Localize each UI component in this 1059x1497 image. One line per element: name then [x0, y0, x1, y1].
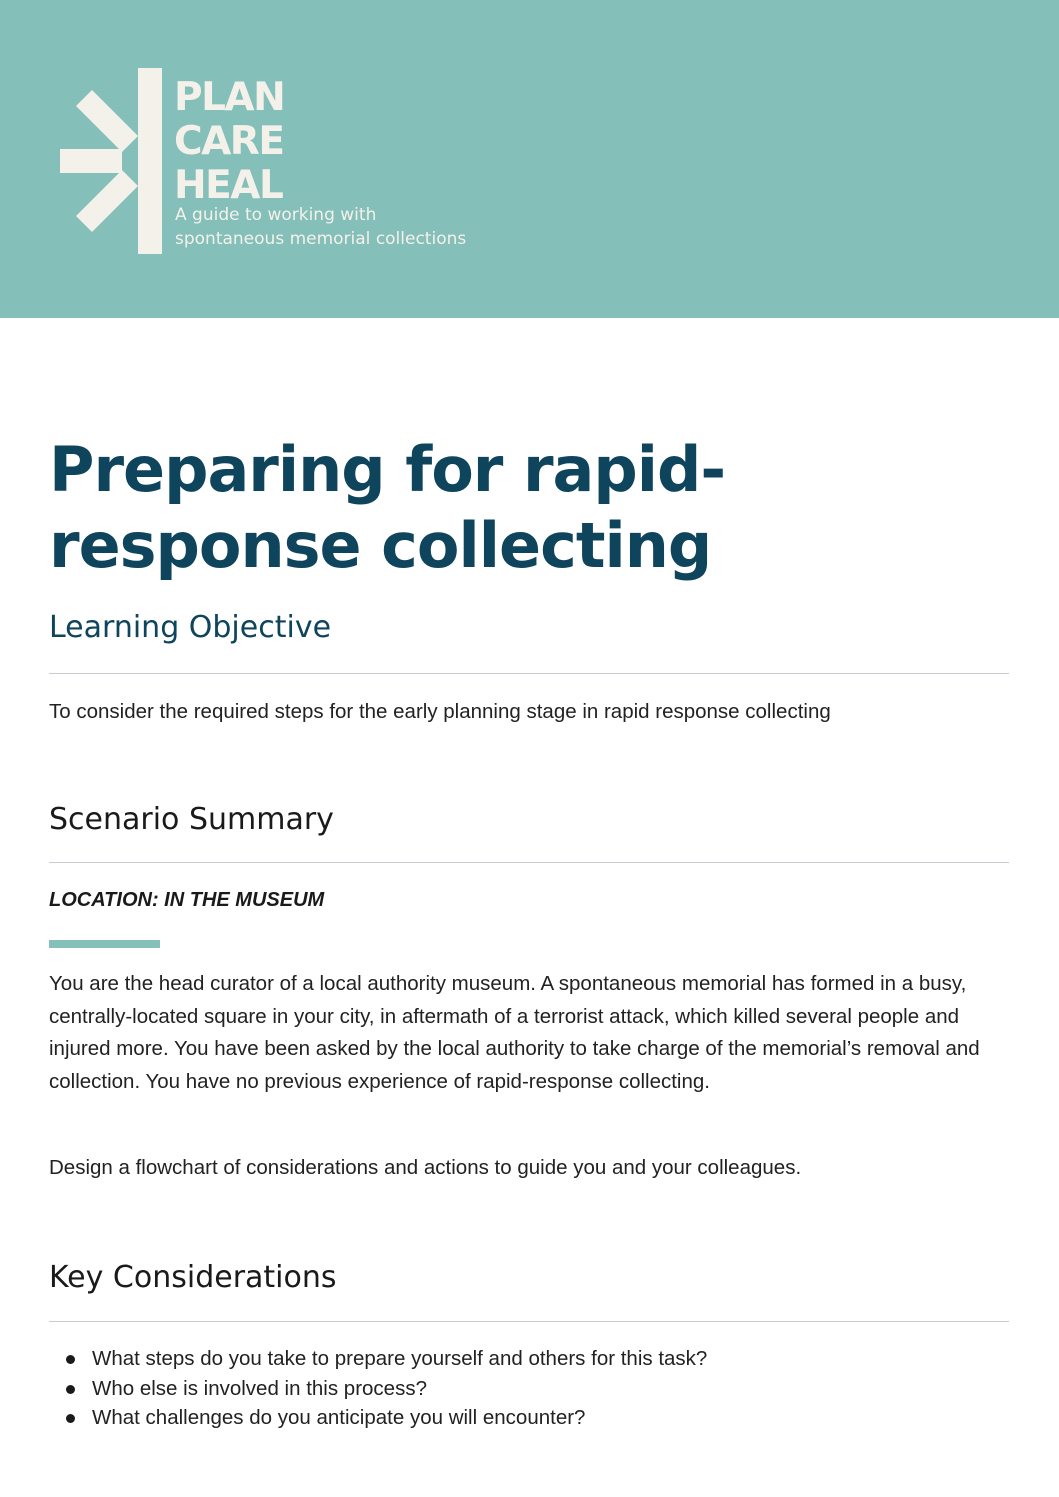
- brand-tagline: [175, 203, 466, 251]
- location-label: LOCATION: IN THE MUSEUM: [49, 889, 325, 911]
- list-item: [49, 1374, 707, 1404]
- brand-word-plan: PLAN: [174, 75, 285, 120]
- list-item: [49, 1344, 707, 1374]
- bullet-icon: [66, 1414, 75, 1423]
- page-title-line-1: Preparing for rapid-: [49, 433, 726, 506]
- bullet-icon: [66, 1385, 75, 1394]
- list-item: [49, 1403, 707, 1433]
- page-title: [49, 432, 949, 584]
- section-divider: [49, 862, 1009, 863]
- page-title-line-2: response collecting: [49, 509, 712, 582]
- bullet-icon: [66, 1355, 75, 1364]
- asterisk-arrow-logo-icon: [58, 68, 168, 254]
- scenario-instruction: Design a flowchart of considerations and actions to guide you and your colleagues.: [49, 1156, 802, 1179]
- key-considerations-heading: Key Considerations: [49, 1260, 337, 1295]
- accent-bar: [49, 940, 160, 948]
- tagline-line-2: spontaneous memorial collections: [175, 229, 467, 249]
- list-item-text: What steps do you take to prepare yourself and others for this task?: [92, 1347, 708, 1370]
- brand-word-care: CARE: [174, 119, 284, 164]
- section-divider: [49, 673, 1009, 674]
- scenario-paragraph: You are the head curator of a local authority museum. A spontaneous memorial has formed in a busy, centrally-located square in your city, in aftermath of a terrorist attack, which killed several people and injured more. You have been asked by the local authority to take charge of the memorial’s removal and collection. You have no previous experience of rapid-response collecting.: [49, 972, 980, 1093]
- list-item-text: What challenges do you anticipate you will encounter?: [92, 1406, 586, 1429]
- list-item-text: Who else is involved in this process?: [92, 1376, 427, 1400]
- key-considerations-list: [49, 1344, 707, 1433]
- learning-objective-text: To consider the required steps for the early planning stage in rapid response collecting: [49, 700, 831, 723]
- header-band: [0, 0, 1059, 318]
- brand-word-heal: HEAL: [174, 163, 283, 208]
- tagline-line-1: A guide to working with: [175, 205, 377, 225]
- section-divider: [49, 1321, 1009, 1322]
- learning-objective-heading: Learning Objective: [49, 610, 332, 645]
- scenario-summary-heading: Scenario Summary: [49, 802, 334, 837]
- brand-wordmark: [174, 76, 284, 208]
